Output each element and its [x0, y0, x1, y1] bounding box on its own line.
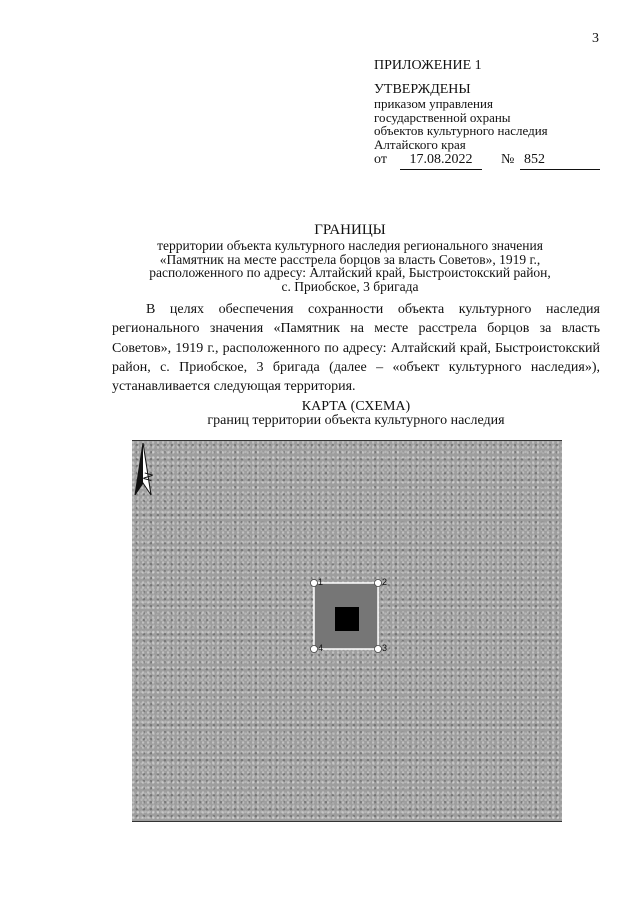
- title-line: расположенного по адресу: Алтайский край, Быстроистокский район,: [149, 265, 551, 280]
- map-canvas: [132, 441, 562, 821]
- appendix-label: ПРИЛОЖЕНИЕ 1: [374, 58, 482, 73]
- title-heading: ГРАНИЦЫ: [314, 222, 386, 238]
- approval-line: государственной охраны: [374, 109, 511, 125]
- territory-map: [132, 440, 562, 822]
- title-line: с. Приобское, 3 бригада: [281, 278, 419, 294]
- order-prefix: от: [374, 152, 387, 167]
- boundary-point-3: [375, 646, 382, 653]
- title-line: территории объекта культурного наследия регионального значения: [157, 238, 543, 253]
- boundary-point-1: [311, 580, 318, 587]
- point-label-1: 1: [318, 577, 324, 587]
- point-label-3: 3: [382, 643, 388, 653]
- approval-line: объектов культурного наследия: [374, 123, 548, 138]
- title-line: «Памятник на месте расстрела борцов за власть Советов», 1919 г.,: [159, 251, 541, 267]
- order-number: 852: [520, 152, 600, 170]
- point-label-4: 4: [318, 643, 324, 653]
- monument-object: [335, 607, 359, 631]
- boundary-point-4: [311, 646, 318, 653]
- body-paragraph: В целях обеспечения сохранности объекта культурного наследия регионального значения «Памятник на месте расстрела борцов за власть Советов», 1919 г., расположенного по адресу: Алтайский край, Быстроистокский район, с. Приобское, 3 бригада (далее – «объект культурного наследия»), устанавливается следующая территория.: [112, 302, 600, 395]
- document-title: [90, 223, 610, 293]
- appendix-header: [374, 58, 548, 151]
- map-title: КАРТА (СХЕМА): [301, 399, 411, 414]
- point-label-2: 2: [382, 577, 388, 587]
- boundary-point-2: [375, 580, 382, 587]
- order-date: 17.08.2022: [400, 152, 482, 170]
- map-title-block: [112, 400, 600, 428]
- approved-label: УТВЕРЖДЕНЫ: [374, 82, 471, 97]
- svg-text:N: N: [140, 470, 157, 483]
- map-subtitle: границ территории объекта культурного наследия: [207, 413, 505, 428]
- approval-line: приказом управления: [374, 96, 493, 111]
- order-number-sign: №: [501, 152, 515, 167]
- approval-line: Алтайского края: [374, 136, 466, 152]
- page-number: 3: [592, 31, 599, 46]
- order-row: [374, 152, 604, 170]
